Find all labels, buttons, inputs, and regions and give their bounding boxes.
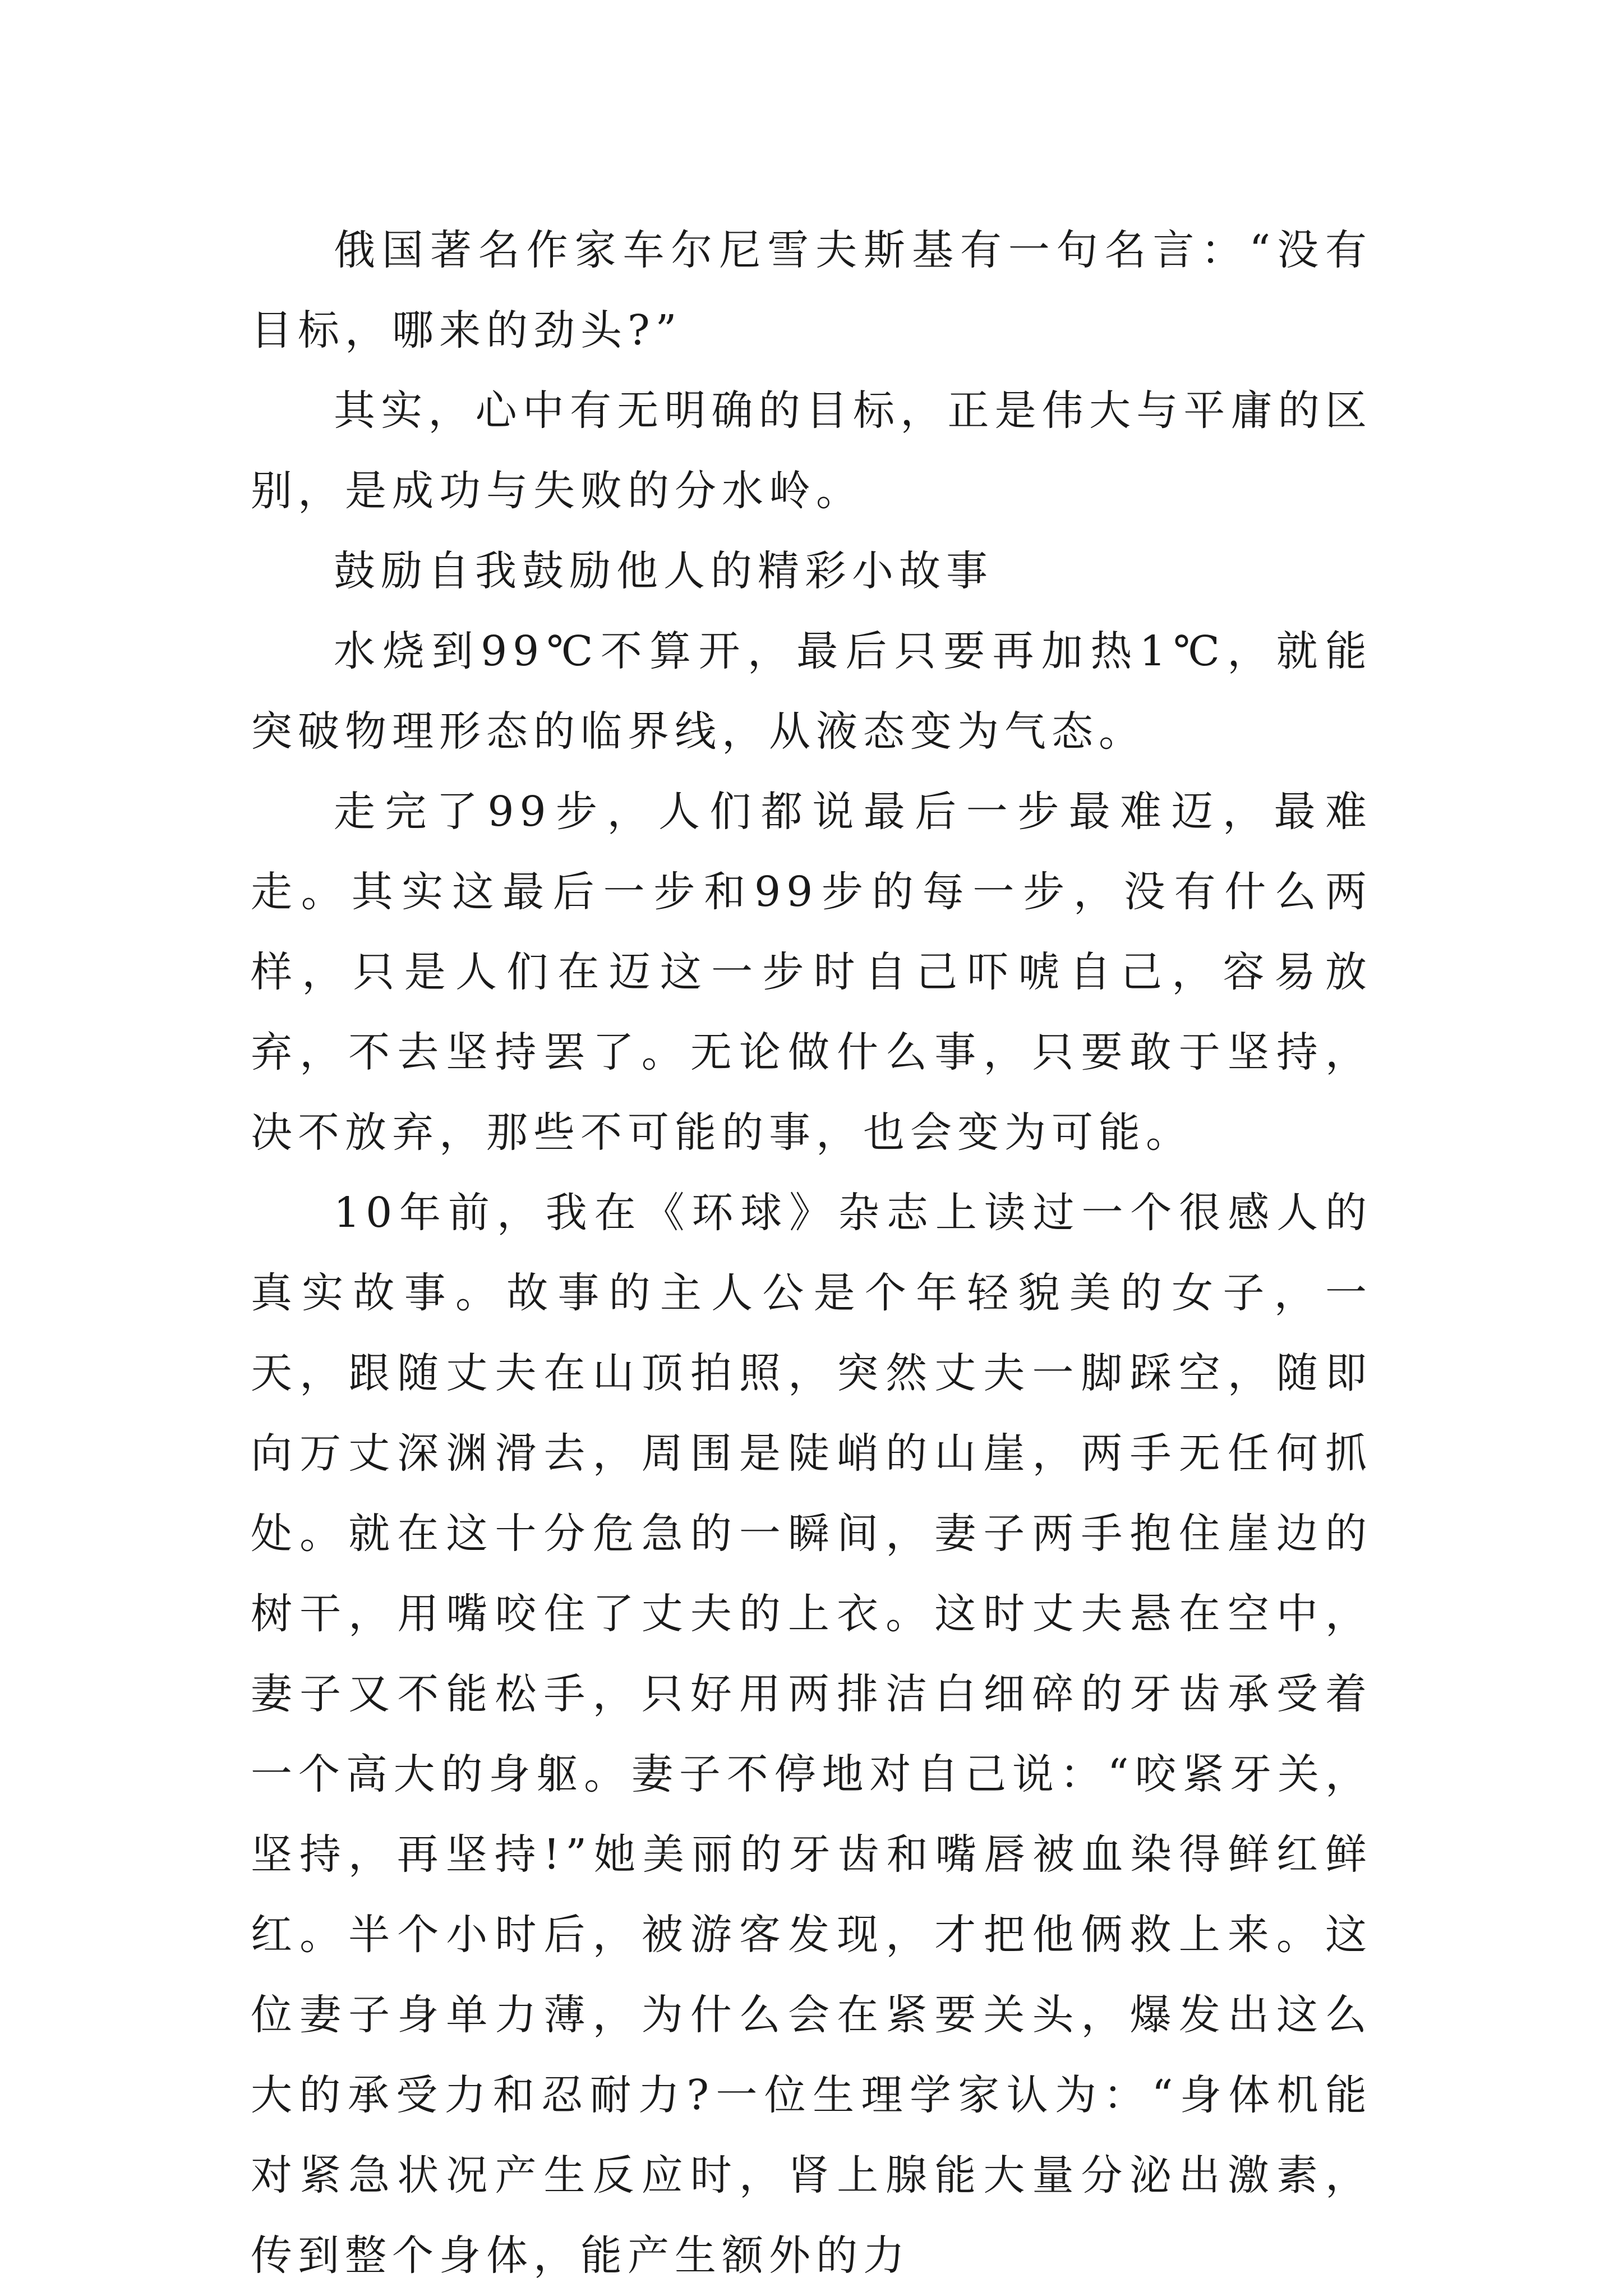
paragraph-boiling-water: 水烧到99℃不算开，最后只要再加热1℃，就能突破物理形态的临界线，从液态变为气态。 [251, 627, 1372, 756]
paragraph-quote: 俄国著名作家车尔尼雪夫斯基有一句名言：“没有目标，哪来的劲头?” [251, 226, 1372, 355]
paragraph-story: 10年前，我在《环球》杂志上读过一个很感人的真实故事。故事的主人公是个年轻貌美的女子，一天，跟随丈夫在山顶拍照，突然丈夫一脚踩空，随即向万丈深渊滑去，周围是陡峭的山崖，两手无任何抓处。就在这十分危急的一瞬间，妻子两手抱住崖边的树干，用嘴咬住了丈夫的上衣。这时丈夫悬在空中，妻子又不能松手，只好用两排洁白细碎的牙齿承受着一个高大的身躯。妻子不停地对自己说：“咬紧牙关，坚持，再坚持!”她美丽的牙齿和嘴唇被血染得鲜红鲜红。半个小时后，被游客发现，才把他俩救上来。这位妻子身单力薄，为什么会在紧要关头，爆发出这么大的承受力和忍耐力?一位生理学家认为：“身体机能对紧急状况产生反应时，肾上腺能大量分泌出激素，传到整个身体，能产生额外的力 [251, 1189, 1372, 2280]
paragraph-goal: 其实，心中有无明确的目标，正是伟大与平庸的区别，是成功与失败的分水岭。 [251, 386, 1372, 515]
document-body [251, 210, 1372, 2296]
section-heading: 鼓励自我鼓励他人的精彩小故事 [334, 547, 993, 595]
paragraph-last-step: 走完了99步，人们都说最后一步最难迈，最难走。其实这最后一步和99步的每一步，没有什么两样，只是人们在迈这一步时自己吓唬自己，容易放弃，不去坚持罢了。无论做什么事，只要敢于坚持，决不放弃，那些不可能的事，也会变为可能。 [251, 788, 1372, 1157]
